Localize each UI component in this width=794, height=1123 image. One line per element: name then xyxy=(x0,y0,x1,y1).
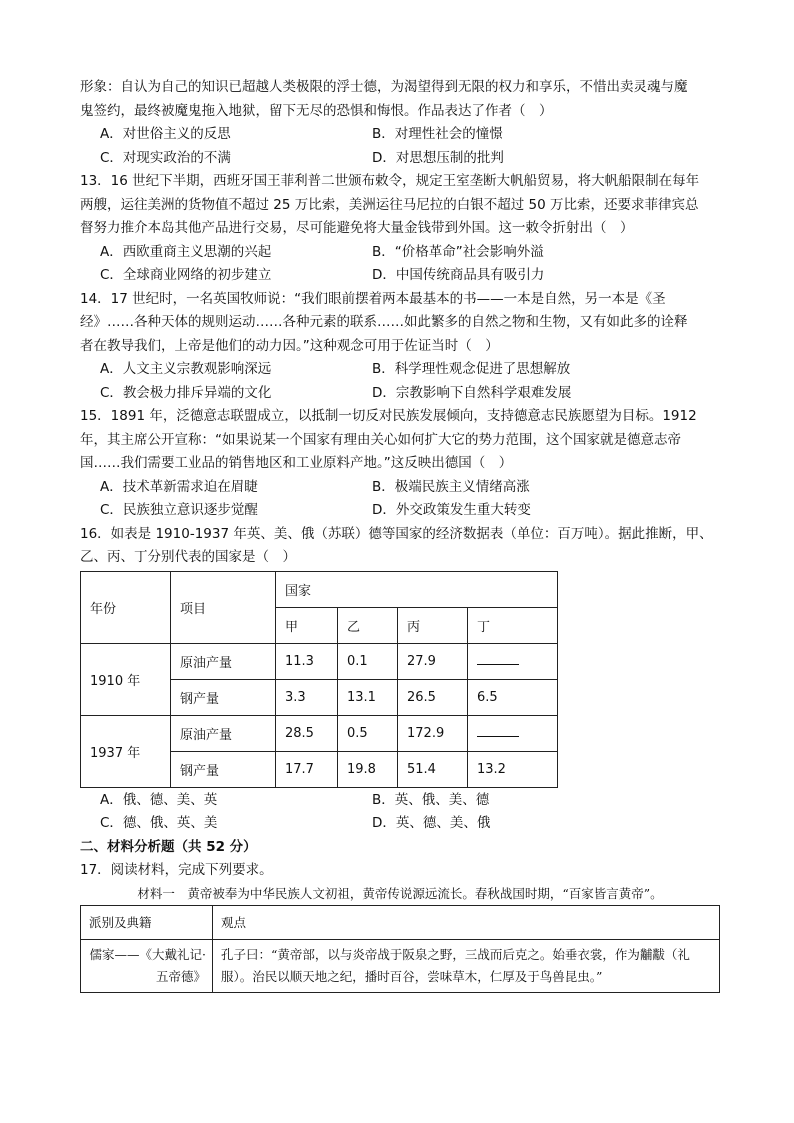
q14-option-c[interactable]: C．教会极力排斥异端的文化 xyxy=(100,384,272,401)
question-15 xyxy=(80,405,720,523)
q16-cell: 172.9 xyxy=(398,715,468,751)
q16-cell: 13.2 xyxy=(468,751,558,787)
q16-options-row-2 xyxy=(80,812,720,836)
q17-view-cell: 孔子曰：“黄帝部，以与炎帝战于阪泉之野，三战而后克之。始垂衣裳，作为黼黻（礼服）。治民以顺天地之纪，播时百谷，尝味草木，仁厚及于鸟兽昆虫。” xyxy=(213,939,720,992)
q16-item: 原油产量 xyxy=(171,643,276,679)
q15-line-2: 年，其主席公开宣称：“如果说某一个国家有理由关心如何扩大它的势力范围，这个国家就是德意志帝 xyxy=(80,431,681,448)
q13-line-3: 督努力推介本岛其他产品进行交易，尽可能避免将大量金钱带到外国。这一敕令折射出（ ） xyxy=(80,220,634,236)
q12-option-a[interactable]: A．对世俗主义的反思 xyxy=(100,126,231,142)
q13-line-1: 13．16 世纪下半期，西班牙国王菲利普二世颁布敕令，规定王室垄断大帆船贸易，将大帆船限制在每年 xyxy=(80,173,700,189)
q12-line-2: 鬼签约，最终被魔鬼拖入地狱，留下无尽的恐惧和悔恨。作品表达了作者（ ） xyxy=(80,102,553,119)
question-13 xyxy=(80,170,720,288)
q14-line-1: 14．17 世纪时，一名英国牧师说：“我们眼前摆着两本最基本的书——一本是自然，另一本是《圣 xyxy=(80,290,666,307)
q16-cell: 19.8 xyxy=(338,751,398,787)
q14-options-row-2 xyxy=(80,382,720,406)
q16-country-bing: 丙 xyxy=(398,607,468,643)
q12-options-row-1 xyxy=(80,123,720,147)
q16-cell: 6.5 xyxy=(468,679,558,715)
q15-line-1: 15．1891 年，泛德意志联盟成立，以抵制一切反对民族发展倾向，支持德意志民族愿望为目标。1912 xyxy=(80,408,697,424)
q13-option-d[interactable]: D．中国传统商品具有吸引力 xyxy=(372,267,545,283)
q15-option-d[interactable]: D．外交政策发生重大转变 xyxy=(372,502,531,518)
q16-cell: 0.5 xyxy=(338,715,398,751)
q16-country-jia: 甲 xyxy=(276,607,338,643)
q16-cell: 3.3 xyxy=(276,679,338,715)
q16-option-b[interactable]: B．英、俄、美、德 xyxy=(372,791,490,808)
q16-item: 原油产量 xyxy=(171,715,276,751)
q16-option-c[interactable]: C．德、俄、英、美 xyxy=(100,815,218,831)
blank-line xyxy=(477,654,519,665)
q16-data-table xyxy=(80,571,558,788)
q16-option-d[interactable]: D．英、德、美、俄 xyxy=(372,815,491,831)
q16-year-1910: 1910 年 xyxy=(81,643,171,715)
question-16 xyxy=(80,523,720,836)
q16-line-2: 乙、丙、丁分别代表的国家是（ ） xyxy=(80,549,296,565)
q17-material-table xyxy=(80,905,720,993)
section-2-title: 二、材料分析题（共 52 分） xyxy=(80,838,257,855)
q14-option-a[interactable]: A．人文主义宗教观影响深远 xyxy=(100,361,272,377)
q15-options-row-1 xyxy=(80,476,720,500)
q16-cell: 17.7 xyxy=(276,751,338,787)
q16-cell: 26.5 xyxy=(398,679,468,715)
q15-option-c[interactable]: C．民族独立意识逐步觉醒 xyxy=(100,502,258,518)
q16-cell: 13.1 xyxy=(338,679,398,715)
q14-line-3: 者在教导我们，上帝是他们的动力因。”这种观念可用于佐证当时（ ） xyxy=(80,337,499,354)
q13-options-row-1 xyxy=(80,241,720,265)
q17-header-view: 观点 xyxy=(213,905,720,939)
blank-line xyxy=(477,726,519,737)
q16-cell-blank xyxy=(468,643,558,679)
q13-line-2: 两艘，运往美洲的货物值不超过 25 万比索，美洲运往马尼拉的白银不超过 50 万比索，还要求菲律宾总 xyxy=(80,196,699,213)
q16-year-1937: 1937 年 xyxy=(81,715,171,787)
q16-cell-blank xyxy=(468,715,558,751)
q15-options-row-2 xyxy=(80,499,720,523)
q14-line-2: 经》……各种天体的规则运动……各种元素的联系……如此繁多的自然之物和生物，又有如此多的诠释 xyxy=(80,314,688,330)
q16-cell: 0.1 xyxy=(338,643,398,679)
q13-options-row-2 xyxy=(80,264,720,288)
question-17 xyxy=(80,859,720,993)
q14-option-d[interactable]: D．宗教影响下自然科学艰难发展 xyxy=(372,384,572,401)
q15-line-3: 国……我们需要工业品的销售地区和工业原料产地。”这反映出德国（ ） xyxy=(80,455,513,471)
exam-page xyxy=(80,76,720,993)
q12-line-1: 形象：自认为自己的知识已超越人类极限的浮士德，为渴望得到无限的权力和享乐，不惜出卖灵魂与魔 xyxy=(80,79,688,95)
q16-item: 钢产量 xyxy=(171,679,276,715)
q17-material-caption: 材料一 黄帝被奉为中华民族人文初祖，黄帝传说源远流长。春秋战国时期，“百家皆言黄帝”。 xyxy=(137,885,663,901)
q16-cell: 27.9 xyxy=(398,643,468,679)
question-12 xyxy=(80,76,720,170)
question-14 xyxy=(80,288,720,406)
q17-header-school: 派别及典籍 xyxy=(81,905,213,939)
q12-option-d[interactable]: D．对思想压制的批判 xyxy=(372,149,504,166)
q16-cell: 11.3 xyxy=(276,643,338,679)
q16-cell: 51.4 xyxy=(398,751,468,787)
q13-option-b[interactable]: B．“价格革命”社会影响外溢 xyxy=(372,243,544,260)
q16-cell: 28.5 xyxy=(276,715,338,751)
q13-option-c[interactable]: C．全球商业网络的初步建立 xyxy=(100,267,272,283)
q14-option-b[interactable]: B．科学理性观念促进了思想解放 xyxy=(372,361,571,377)
q16-header-item: 项目 xyxy=(171,571,276,643)
q16-header-country: 国家 xyxy=(276,571,558,607)
q12-options-row-2 xyxy=(80,147,720,171)
q17-line-1: 17．阅读材料，完成下列要求。 xyxy=(80,862,273,878)
q13-option-a[interactable]: A．西欧重商主义思潮的兴起 xyxy=(100,243,272,260)
q17-school-cell: 儒家——《大戴礼记·五帝德》 xyxy=(81,939,213,992)
q16-country-ding: 丁 xyxy=(468,607,558,643)
q12-option-b[interactable]: B．对理性社会的憧憬 xyxy=(372,126,503,142)
q14-options-row-1 xyxy=(80,358,720,382)
q15-option-a[interactable]: A．技术革新需求迫在眉睫 xyxy=(100,478,258,495)
q16-option-a[interactable]: A．俄、德、美、英 xyxy=(100,791,218,808)
q16-header-year: 年份 xyxy=(81,571,171,643)
q16-options-row-1 xyxy=(80,789,720,813)
q15-option-b[interactable]: B．极端民族主义情绪高涨 xyxy=(372,478,530,495)
q16-item: 钢产量 xyxy=(171,751,276,787)
q12-option-c[interactable]: C．对现实政治的不满 xyxy=(100,149,231,166)
q16-line-1: 16．如表是 1910-1937 年英、美、俄（苏联）德等国家的经济数据表（单位：百万吨）。据此推断，甲、 xyxy=(80,525,713,542)
q16-country-yi: 乙 xyxy=(338,607,398,643)
